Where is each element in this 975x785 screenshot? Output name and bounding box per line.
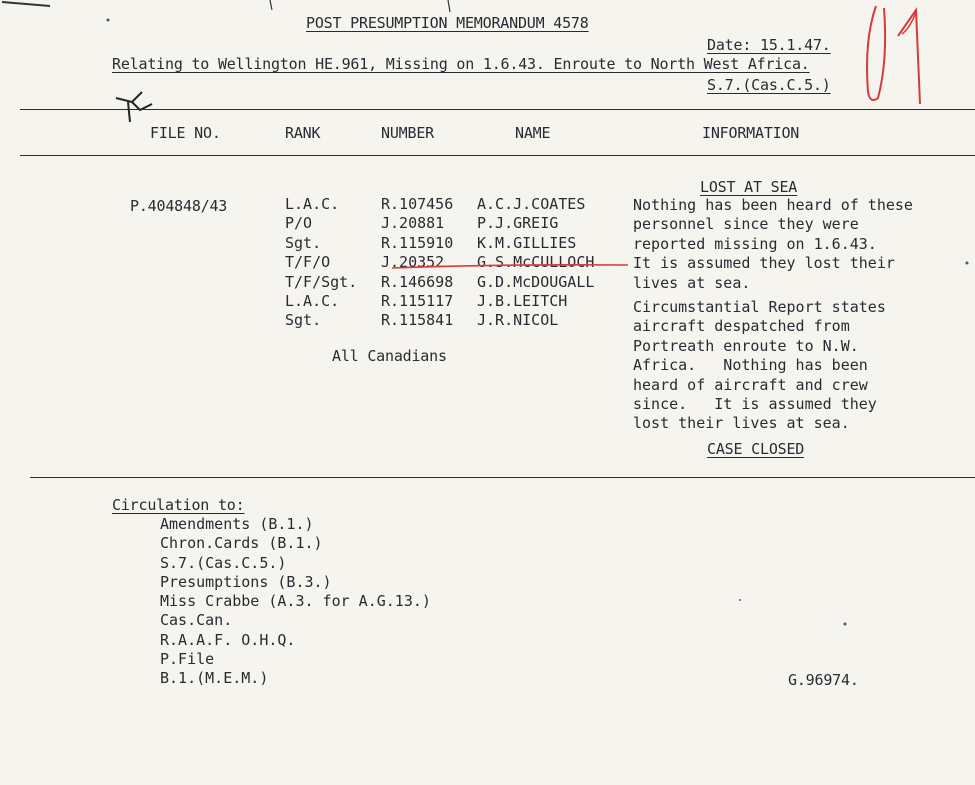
service-number: R.115841 <box>381 311 454 330</box>
handwritten-mark <box>858 0 928 110</box>
info-line: aircraft despatched from <box>633 317 850 336</box>
crew-name: G.S.McCULLOCH <box>477 253 595 272</box>
circulation-item: Presumptions (B.3.) <box>160 572 332 591</box>
column-information: INFORMATION <box>702 124 800 142</box>
circulation-item: Amendments (B.1.) <box>160 515 314 533</box>
info-heading: LOST AT SEA <box>700 178 798 196</box>
circulation-heading: Circulation to: <box>112 496 245 514</box>
rank-item: Sgt. <box>285 311 322 330</box>
rank-item: L.A.C. <box>285 195 340 213</box>
rank-list <box>285 195 357 331</box>
memo-title: POST PRESUMPTION MEMORANDUM 4578 <box>306 14 589 32</box>
memo-reference: S.7.(Cas.C.5.) <box>707 76 831 94</box>
info-line: reported missing on 1.6.43. <box>633 234 877 253</box>
column-rank: RANK <box>285 124 321 142</box>
memo-subject: Relating to Wellington HE.961, Missing on 1.6.43. Enroute to North West Africa. <box>112 55 810 73</box>
red-underline <box>390 260 630 272</box>
rule-top <box>20 109 975 110</box>
circulation-item: Miss Crabbe (A.3. for A.G.13.) <box>160 592 431 611</box>
rank-item: Sgt. <box>285 233 322 252</box>
circulation-item: P.File <box>160 650 215 669</box>
circulation-list <box>160 515 431 689</box>
info-line: Circumstantial Report states <box>633 298 886 316</box>
info-line: since. It is assumed they <box>633 394 877 413</box>
rule-bottom <box>30 477 975 478</box>
crew-name: P.J.GREIG <box>477 214 559 233</box>
info-line: Portreath enroute to N.W. <box>633 336 859 355</box>
rank-item: L.A.C. <box>285 291 340 310</box>
circulation-item: B.1.(M.E.M.) <box>160 669 269 688</box>
service-number: J.20352 <box>381 253 445 272</box>
file-number: P.404848/43 <box>130 197 228 215</box>
info-line: Africa. Nothing has been <box>633 356 868 375</box>
case-status: CASE CLOSED <box>707 440 805 458</box>
info-line: heard of aircraft and crew <box>633 375 868 394</box>
nationality-note: All Canadians <box>332 347 447 365</box>
reference-number: G.96974. <box>788 671 859 689</box>
circulation-item: S.7.(Cas.C.5.) <box>160 553 287 572</box>
circulation-item: Chron.Cards (B.1.) <box>160 534 323 553</box>
crew-name: A.C.J.COATES <box>477 195 586 213</box>
rank-item: T/F/Sgt. <box>285 272 358 291</box>
rank-item: T/F/O <box>285 253 331 272</box>
column-name: NAME <box>515 124 551 142</box>
info-line: Nothing has been heard of these <box>633 196 913 214</box>
info-line: lives at sea. <box>633 273 751 292</box>
service-number: J.20881 <box>381 214 445 233</box>
crew-name: J.B.LEITCH <box>477 291 568 310</box>
circulation-item: Cas.Can. <box>160 611 233 630</box>
info-line: personnel since they were <box>633 215 859 234</box>
rule-header <box>20 155 975 156</box>
column-file-no: FILE NO. <box>150 124 221 142</box>
crew-name: G.D.McDOUGALL <box>477 272 595 291</box>
info-line: lost their lives at sea. <box>633 414 850 433</box>
service-number: R.115910 <box>381 233 454 252</box>
info-line: It is assumed they lost their <box>633 254 895 273</box>
service-number: R.115117 <box>381 291 454 310</box>
service-number: R.146698 <box>381 272 454 291</box>
tick-mark <box>112 88 162 128</box>
service-number: R.107456 <box>381 195 454 213</box>
crew-name: K.M.GILLIES <box>477 233 577 252</box>
crew-name: J.R.NICOL <box>477 311 559 330</box>
info-paragraph-2 <box>633 298 886 434</box>
circulation-item: R.A.A.F. O.H.Q. <box>160 630 296 649</box>
memo-date: Date: 15.1.47. <box>707 36 831 54</box>
column-number: NUMBER <box>381 124 434 142</box>
info-paragraph-1 <box>633 196 913 293</box>
rank-item: P/O <box>285 214 313 233</box>
